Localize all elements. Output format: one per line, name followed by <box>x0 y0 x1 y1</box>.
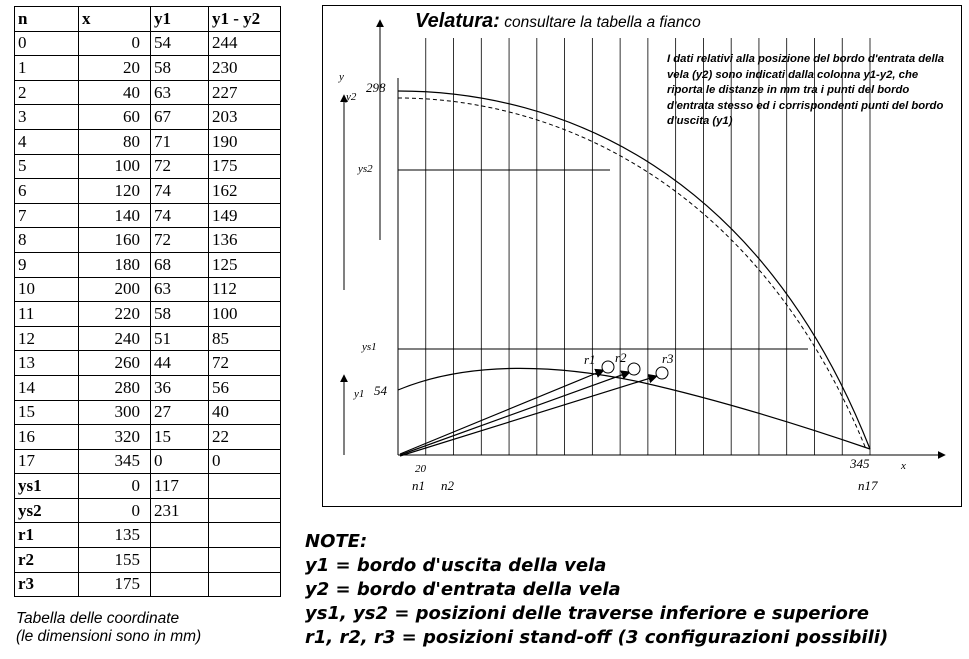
table-cell: 180 <box>79 252 151 277</box>
table-cell: 117 <box>151 474 209 499</box>
table-cell: 175 <box>79 572 151 597</box>
table-cell: 155 <box>79 548 151 573</box>
table-cell: 149 <box>209 203 281 228</box>
table-cell: 0 <box>15 31 79 56</box>
y2-label: y2 <box>346 91 357 103</box>
header-y1-y2: y1 - y2 <box>209 7 281 32</box>
r2-label: r2 <box>615 350 627 365</box>
note-line-1: y1 = bordo d'uscita della vela <box>305 555 607 576</box>
table-cell: 20 <box>79 56 151 81</box>
table-cell: 74 <box>151 203 209 228</box>
table-cell: r1 <box>15 523 79 548</box>
r3-circle <box>656 367 668 379</box>
diagram-title <box>415 10 701 33</box>
table-cell: r3 <box>15 572 79 597</box>
table-cell: 56 <box>209 375 281 400</box>
table-cell: 136 <box>209 228 281 253</box>
r1-arrow <box>400 370 604 454</box>
table-cell: 3 <box>15 105 79 130</box>
table-cell: 100 <box>209 302 281 327</box>
table-cell: 12 <box>15 326 79 351</box>
table-cell: 4 <box>15 129 79 154</box>
table-cell: 9 <box>15 252 79 277</box>
n17-label: n17 <box>858 478 878 493</box>
table-cell: 63 <box>151 277 209 302</box>
table-cell: 80 <box>79 129 151 154</box>
notes-heading: NOTE: <box>305 531 368 552</box>
table-cell: 13 <box>15 351 79 376</box>
table-cell: 280 <box>79 375 151 400</box>
table-cell: 125 <box>209 252 281 277</box>
diagram-title-rest: consultare la tabella a fianco <box>504 14 701 31</box>
table-cell: 0 <box>151 449 209 474</box>
note-line-4: r1, r2, r3 = posizioni stand-off (3 configurazioni possibili) <box>305 627 889 648</box>
table-cell: 22 <box>209 425 281 450</box>
notes-section <box>305 530 965 650</box>
x-20-label: 20 <box>415 463 426 475</box>
table-cell: 120 <box>79 179 151 204</box>
table-cell: 16 <box>15 425 79 450</box>
table-cell: 15 <box>151 425 209 450</box>
value-298-label: 298 <box>366 80 386 95</box>
r3-arrow <box>400 376 657 456</box>
ys2-label: ys2 <box>358 163 373 175</box>
table-cell: 0 <box>79 474 151 499</box>
table-cell: 260 <box>79 351 151 376</box>
r1-label: r1 <box>584 352 596 367</box>
table-cell: 244 <box>209 31 281 56</box>
header-x: x <box>79 7 151 32</box>
table-cell: 140 <box>79 203 151 228</box>
table-cell: 58 <box>151 302 209 327</box>
table-cell: 67 <box>151 105 209 130</box>
y-axis-label: y <box>339 71 344 83</box>
table-cell: 100 <box>79 154 151 179</box>
table-cell: 44 <box>151 351 209 376</box>
table-cell: 71 <box>151 129 209 154</box>
table-cell: 1 <box>15 56 79 81</box>
r2-circle <box>628 363 640 375</box>
table-cell: 54 <box>151 31 209 56</box>
table-cell: 36 <box>151 375 209 400</box>
table-cell: 7 <box>15 203 79 228</box>
table-cell: 0 <box>79 31 151 56</box>
table-cell: 40 <box>79 80 151 105</box>
note-line-3: ys1, ys2 = posizioni delle traverse inferiore e superiore <box>305 603 869 624</box>
y2-dashed-curve <box>398 98 866 449</box>
table-cell: 0 <box>209 449 281 474</box>
table-cell: 345 <box>79 449 151 474</box>
x-axis-label: x <box>901 460 906 472</box>
table-cell: 15 <box>15 400 79 425</box>
table-cell: 162 <box>209 179 281 204</box>
value-54-label: 54 <box>374 383 387 398</box>
table-cell: 11 <box>15 302 79 327</box>
table-cell: 85 <box>209 326 281 351</box>
table-cell: 68 <box>151 252 209 277</box>
r3-label: r3 <box>662 351 674 366</box>
table-cell: 231 <box>151 498 209 523</box>
table-caption-line-1: Tabella delle coordinate <box>16 610 180 627</box>
r1-circle <box>602 361 614 373</box>
table-cell: 200 <box>79 277 151 302</box>
table-cell: 300 <box>79 400 151 425</box>
table-caption-line-2: (le dimensioni sono in mm) <box>16 628 202 645</box>
table-cell: r2 <box>15 548 79 573</box>
diagram-title-bold: Velatura: <box>415 10 500 32</box>
y2-leading-edge-curve <box>398 91 870 449</box>
table-cell: 40 <box>209 400 281 425</box>
table-cell: 27 <box>151 400 209 425</box>
table-cell: 72 <box>151 228 209 253</box>
table-cell: 190 <box>209 129 281 154</box>
table-cell: 0 <box>79 498 151 523</box>
diagram-description: I dati relativi alla posizione del bordo d'entrata della vela (y2) sono indicati dalla colonna y1-y2, che riporta le distanze in mm tra i punti del bordo d'entrata stesso ed i corrispondenti punti del bordo d'uscita (y1) <box>667 53 945 127</box>
table-cell: 2 <box>15 80 79 105</box>
table-cell: 58 <box>151 56 209 81</box>
n2-label: n2 <box>441 478 454 493</box>
note-line-2: y2 = bordo d'entrata della vela <box>305 579 621 600</box>
table-cell: 230 <box>209 56 281 81</box>
n1-label: n1 <box>412 478 425 493</box>
table-cell: 14 <box>15 375 79 400</box>
table-cell: 8 <box>15 228 79 253</box>
x-345-label: 345 <box>850 456 870 471</box>
table-cell: 135 <box>79 523 151 548</box>
y1-trailing-edge-curve <box>398 368 870 449</box>
table-cell: 63 <box>151 80 209 105</box>
r2-arrow <box>400 372 630 455</box>
table-cell: 112 <box>209 277 281 302</box>
table-cell: 160 <box>79 228 151 253</box>
header-y1: y1 <box>151 7 209 32</box>
table-cell: 6 <box>15 179 79 204</box>
table-cell: 60 <box>79 105 151 130</box>
table-cell: 220 <box>79 302 151 327</box>
header-n: n <box>15 7 79 32</box>
y1-label: y1 <box>354 388 365 400</box>
table-cell: ys1 <box>15 474 79 499</box>
table-cell: 240 <box>79 326 151 351</box>
table-cell: 51 <box>151 326 209 351</box>
ys1-label: ys1 <box>362 341 377 353</box>
table-cell: ys2 <box>15 498 79 523</box>
table-cell: 320 <box>79 425 151 450</box>
table-cell: 72 <box>209 351 281 376</box>
table-cell: 10 <box>15 277 79 302</box>
table-cell: 74 <box>151 179 209 204</box>
table-cell: 17 <box>15 449 79 474</box>
table-cell: 203 <box>209 105 281 130</box>
table-cell: 175 <box>209 154 281 179</box>
table-cell: 5 <box>15 154 79 179</box>
table-cell: 72 <box>151 154 209 179</box>
table-cell: 227 <box>209 80 281 105</box>
